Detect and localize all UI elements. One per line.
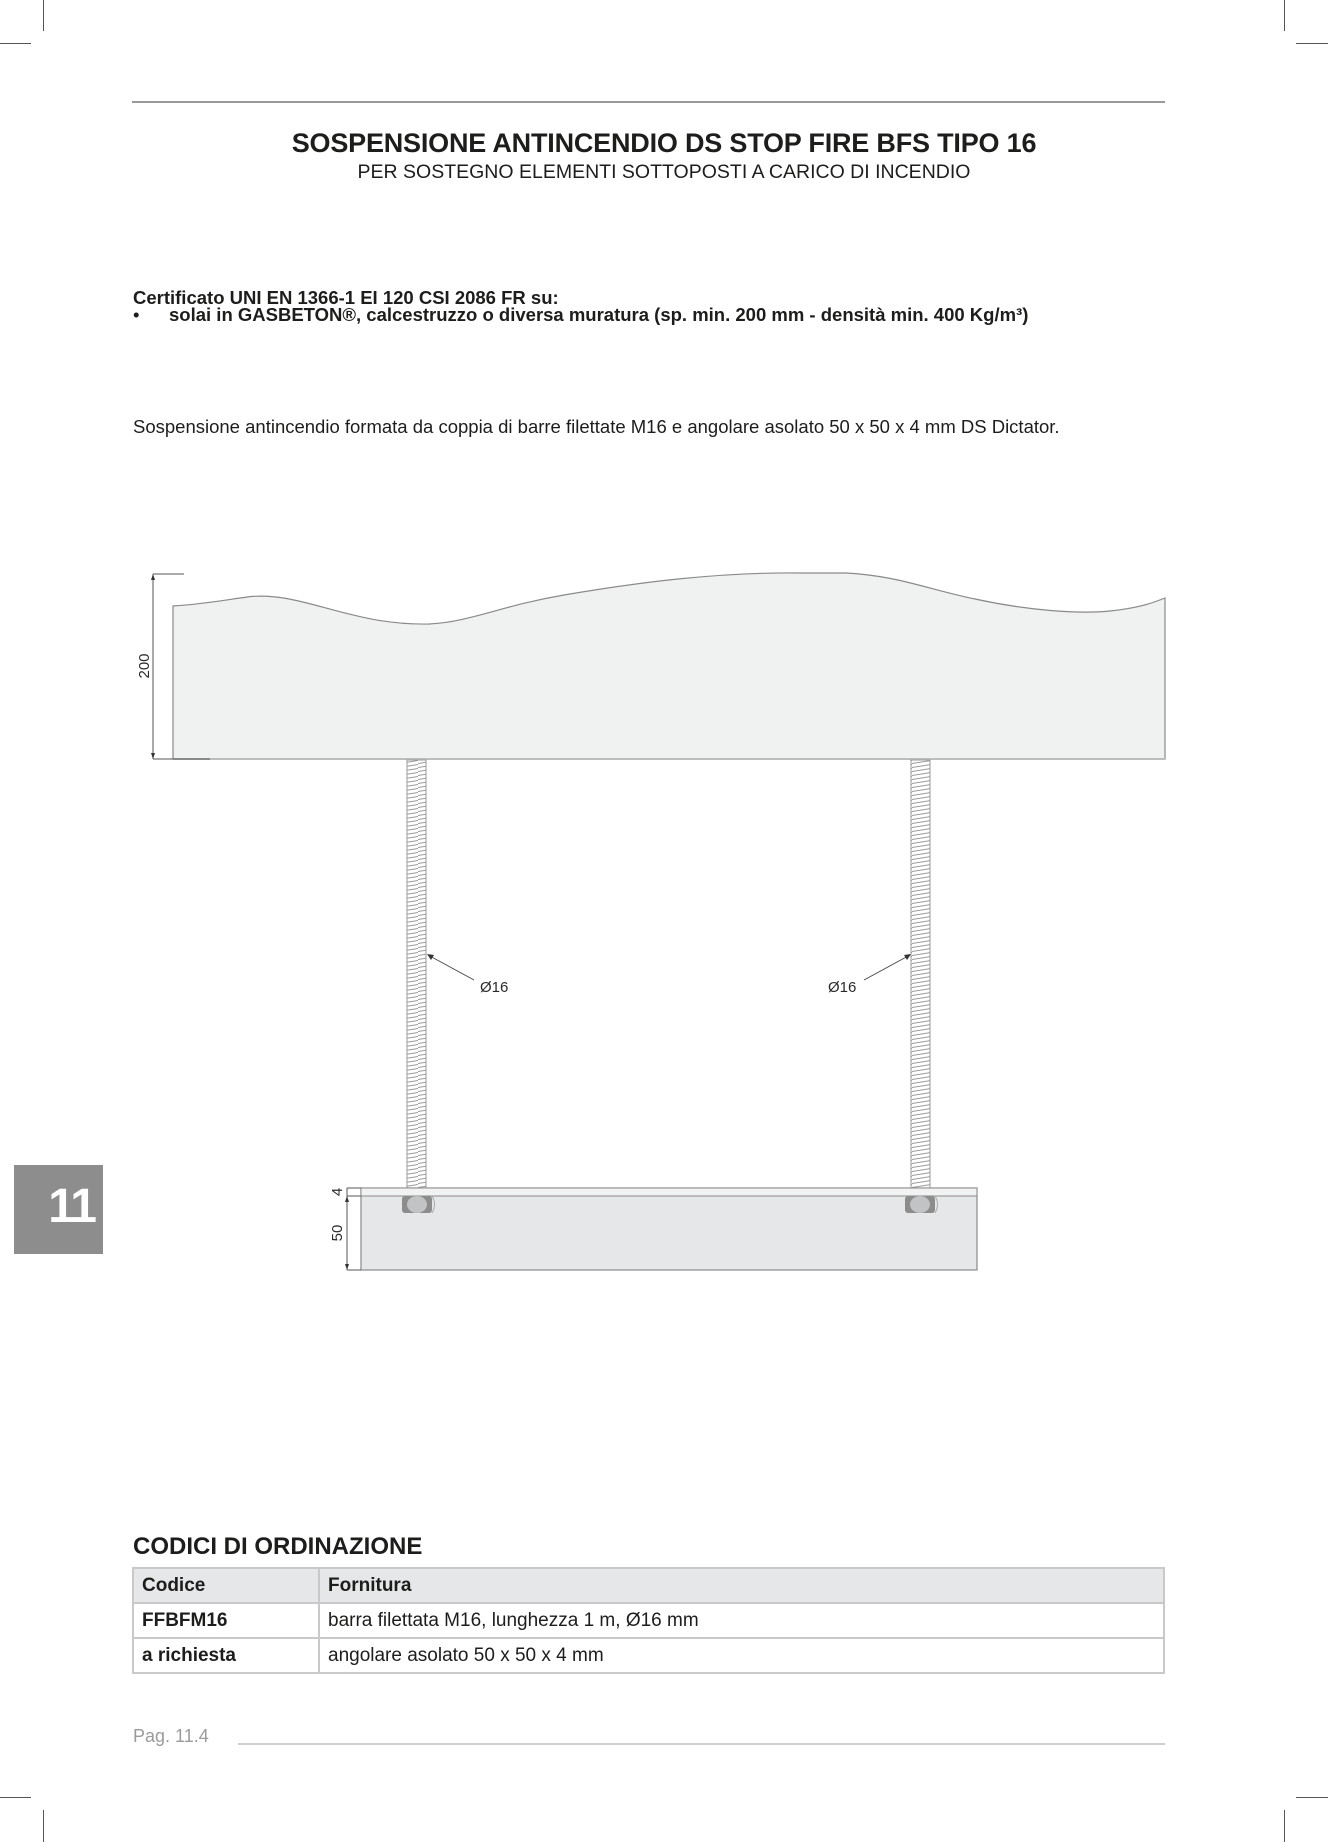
nut-left bbox=[402, 1196, 435, 1213]
slotted-angle-bracket bbox=[361, 1188, 977, 1270]
table-header-row bbox=[133, 1568, 1164, 1603]
table-row bbox=[133, 1603, 1164, 1638]
threaded-rod-right bbox=[911, 760, 930, 1226]
rod-left-diameter-label: Ø16 bbox=[480, 979, 509, 996]
supply-cell: angolare asolato 50 x 50 x 4 mm bbox=[319, 1638, 1164, 1673]
code-cell: a richiesta bbox=[133, 1638, 319, 1673]
crop-mark-bottom-right-horizontal bbox=[1296, 1797, 1328, 1798]
supply-cell: barra filettata M16, lunghezza 1 m, Ø16 mm bbox=[319, 1603, 1164, 1638]
ordering-codes-table bbox=[132, 1567, 1165, 1674]
concrete-slab bbox=[173, 573, 1165, 759]
crop-mark-bottom-left-horizontal bbox=[0, 1797, 31, 1798]
threaded-rod-left bbox=[407, 760, 426, 1226]
slab-thickness-label: 200 bbox=[136, 653, 153, 679]
angle-dimensions bbox=[329, 1188, 361, 1270]
crop-mark-bottom-left-vertical bbox=[43, 1810, 44, 1842]
certification-heading: Certificato UNI EN 1366-1 EI 120 CSI 2086 FR su: bbox=[133, 287, 559, 308]
page-subtitle: PER SOSTEGNO ELEMENTI SOTTOPOSTI A CARICO DI INCENDIO bbox=[357, 161, 971, 183]
table-row bbox=[133, 1638, 1164, 1673]
rod-left-diameter-callout bbox=[427, 954, 508, 996]
nut-right bbox=[905, 1196, 938, 1213]
column-header-supply: Fornitura bbox=[319, 1568, 1164, 1603]
product-description: Sospensione antincendio formata da coppia di barre filettate M16 e angolare asolato 50 x 50 x 4 mm DS Dictator. bbox=[133, 416, 1060, 437]
rod-right-diameter-callout bbox=[828, 954, 911, 996]
code-cell: FFBFM16 bbox=[133, 1603, 319, 1638]
column-header-code: Codice bbox=[133, 1568, 319, 1603]
footer-rule bbox=[238, 1743, 1165, 1745]
bullet-icon: • bbox=[133, 304, 140, 325]
angle-height-label: 50 bbox=[329, 1224, 346, 1242]
crop-mark-bottom-right-vertical bbox=[1284, 1810, 1285, 1842]
page-title: SOSPENSIONE ANTINCENDIO DS STOP FIRE BFS TIPO 16 bbox=[291, 128, 1037, 158]
section-number: 11 bbox=[48, 1180, 95, 1233]
angle-plate-thickness-label: 4 bbox=[329, 1187, 346, 1197]
ordering-codes-title: CODICI DI ORDINAZIONE bbox=[133, 1533, 423, 1560]
section-tab bbox=[14, 1165, 103, 1254]
rod-right-diameter-label: Ø16 bbox=[828, 979, 857, 996]
page-number: Pag. 11.4 bbox=[133, 1726, 209, 1746]
certification-bullet-text: solai in GASBETON®, calcestruzzo o diversa muratura (sp. min. 200 mm - densità min. 400 Kg/m³) bbox=[169, 304, 1029, 325]
